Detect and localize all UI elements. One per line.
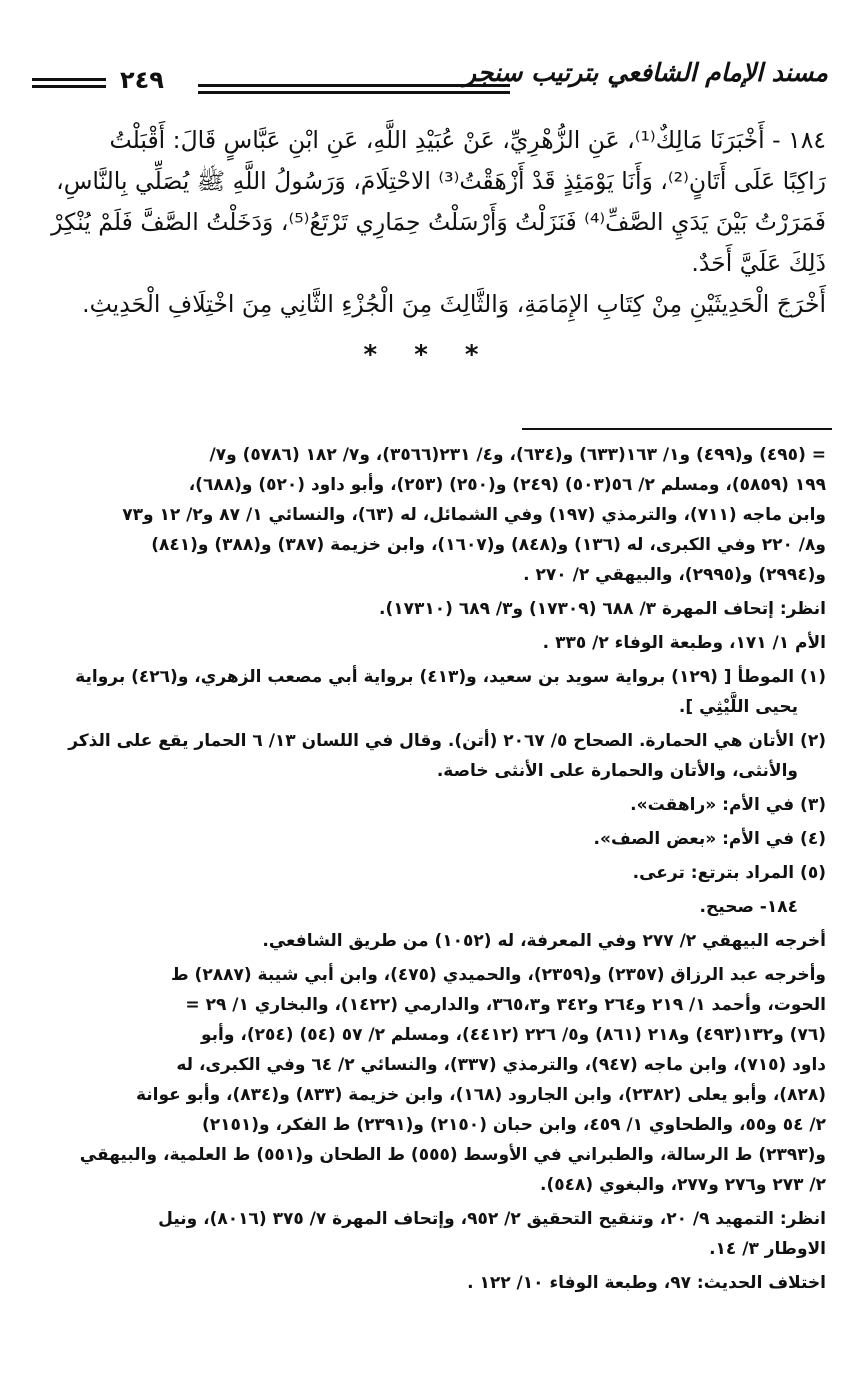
hadith-line: ١٨٤ - أَخْبَرَنَا مَالِكٌ⁽¹⁾، عَنِ الزُّهْرِيِّ، عَنْ عُبَيْدِ اللَّهِ، عَنِ ابْنِ عَبَّاسٍ قَالَ: أَقْبَلْتُ [109,126,826,154]
page-number: ٢٤٩ [120,66,164,94]
footnote-3 [28,790,826,820]
hadith-line: فَمَرَرْتُ بَيْنَ يَدَيِ الصَّفِّ⁽⁴⁾ فَنَزَلْتُ وَأَرْسَلْتُ حِمَارِي تَرْتَعُ⁽⁵⁾، وَدَخَلْتُ الصَّفَّ فَلَمْ يُنْكِرْ [51,208,826,236]
footnote-line: ١٨٤- صحيح. [699,897,798,917]
hadith-line: ذَلِكَ عَلَيَّ أَحَدٌ. [691,249,826,277]
source-line: أَخْرَجَ الْحَدِيثَيْنِ مِنْ كِتَابِ الإِمَامَةِ، وَالثَّالِثَ مِنَ الْجُزْءِ الثَّانِي مِنَ اخْتِلَافِ الْحَدِيثِ. [82,290,826,318]
hadith-text [30,120,826,325]
footnote-5 [28,858,826,888]
footnote-line: (٣) في الأم: «راهقت». [630,795,826,815]
footnote-line: (٤) في الأم: «بعض الصف». [593,829,826,849]
footnote-line: الحوت، وأحمد ١/ ٢١٩ و٢٦٤ و٣٤٢ و٣٦٥،٣، والدارمي (١٤٢٢)، والبخاري ١/ ٢٩ = [185,995,826,1015]
footnote-line: وأخرجه عبد الرزاق (٢٣٥٧) و(٢٣٥٩)، والحميدي (٤٧٥)، وابن أبي شيبة (٢٨٨٧) ط [170,965,826,985]
footnote-continuation [28,440,826,590]
hadith-line: رَاكِبًا عَلَى أَتَانٍ⁽²⁾، وَأَنَا يَوْمَئِذٍ قَدْ أَزْهَقْتُ⁽³⁾ الاحْتِلَامَ، وَرَسُولُ اللَّهِ ﷺ يُصَلِّي بِالنَّاسِ، [56,167,826,195]
footnote-line: داود (٧١٥)، وابن ماجه (٩٤٧)، والترمذي (٣٣٧)، والنسائي ٢/ ٦٤ وفي الكبرى، له [176,1055,826,1075]
footnote-line: انظر: التمهيد ٩/ ٢٠، وتنقيح التحقيق ٢/ ٩٥٢، وإتحاف المهرة ٧/ ٣٧٥ (٨٠١٦)، ونيل [158,1209,826,1229]
footnote-divider [522,428,832,430]
footnote-line: (٥) المراد بترتع: ترعى. [632,863,826,883]
footnote-line: انظر: إتحاف المهرة ٣/ ٦٨٨ (١٧٣٠٩) و٣/ ٦٨٩ (١٧٣١٠). [379,599,826,619]
page-header [32,58,828,106]
footnote-line: (٢) الأتان هي الحمارة. الصحاح ٥/ ٢٠٦٧ (أتن). وقال في اللسان ١٣/ ٦ الحمار يقع على الذكر [68,731,826,751]
footnote-line: ٢/ ٥٤ و٥٥، والطحاوي ١/ ٤٥٩، وابن حبان (٢١٥٠) و(٢٣٩١) ط الفكر، و(٢١٥١) [201,1115,826,1135]
source-reference [28,1268,826,1298]
takhrij-intro [28,926,826,956]
footnote-line: ١٩٩ (٥٨٥٩)، ومسلم ٢/ ٥٦(٥٠٣) (٢٤٩) و(٢٥٠) (٢٥٣)، وأبو داود (٥٢٠) و(٦٨٨)، [188,475,826,495]
footnote-line: و(٢٩٩٤) و(٢٩٩٥)، والبيهقي ٢/ ٢٧٠ . [523,565,826,585]
footnote-line: = (٤٩٥) و(٤٩٩) و١/ ١٦٣(٦٣٣) و(٦٣٤)، و٤/ ٢٣١(٣٥٦٦)، و٧/ ١٨٢ (٥٧٨٦) و٧/ [209,445,826,465]
footnotes [28,440,826,1302]
footnote-line: أخرجه البيهقي ٢/ ٢٧٧ وفي المعرفة، له (١٠٥٢) من طريق الشافعي. [262,931,826,951]
footnote-line: ٢/ ٢٧٣ و٢٧٦ و٢٧٧، والبغوي (٥٤٨). [540,1175,826,1195]
footnote-line: (٧٦) و١٣٢(٤٩٣) و٢١٨ (٨٦١) و٥/ ٢٢٦ (٤٤١٢)، ومسلم ٢/ ٥٧ (٥٤) (٢٥٤)، وأبو [201,1025,826,1045]
footnote-line: و(٢٣٩٣) ط الرسالة، والطبراني في الأوسط (٥٥٥) ط الطحان و(٥٥١) ط العلمية، والبيهقي [79,1145,826,1165]
footnote-line: الاوطار ٣/ ١٤. [709,1239,826,1259]
footnote-1 [28,662,826,722]
footnote-2 [28,726,826,786]
footnote-line: (٨٢٨)، وأبو يعلى (٢٣٨٢)، وابن الجارود (١٦٨)، وابن خزيمة (٨٣٣) و(٨٣٤)، وأبو عوانة [135,1085,826,1105]
footnote-line: (١) الموطأ [ (١٢٩) برواية سويد بن سعيد، و(٤١٣) برواية أبي مصعب الزهري، و(٤٢٦) برواية [75,667,826,687]
footnote-reference [28,628,826,658]
footnote-line: يحيى اللَّيْثِي ]. [678,697,798,717]
takhrij-list [28,960,826,1200]
see-also [28,1204,826,1264]
header-rule-left [32,78,106,88]
footnote-reference [28,594,826,624]
footnote-line: وابن ماجه (٧١١)، والترمذي (١٩٧) وفي الشمائل، له (٦٣)، والنسائي ١/ ٨٧ و٢/ ١٢ و٧٣ [122,505,826,525]
running-title: مسند الإمام الشافعي بترتيب سنجر [464,58,828,87]
footnote-4 [28,824,826,854]
footnote-line: اختلاف الحديث: ٩٧، وطبعة الوفاء ١٠/ ١٢٢ . [467,1273,826,1293]
hadith-grade [28,892,826,922]
footnote-line: و٨/ ٢٢٠ وفي الكبرى، له (١٣٦) و(٨٤٨) و(١٦٠٧)، وابن خزيمة (٣٨٧) و(٣٨٨) و(٨٤١) [151,535,826,555]
section-separator: * * * [363,340,493,370]
footnote-line: والأنثى، والأتان والحمارة على الأنثى خاصة. [436,761,798,781]
footnote-line: الأم ١/ ١٧١، وطبعة الوفاء ٢/ ٣٣٥ . [542,633,826,653]
